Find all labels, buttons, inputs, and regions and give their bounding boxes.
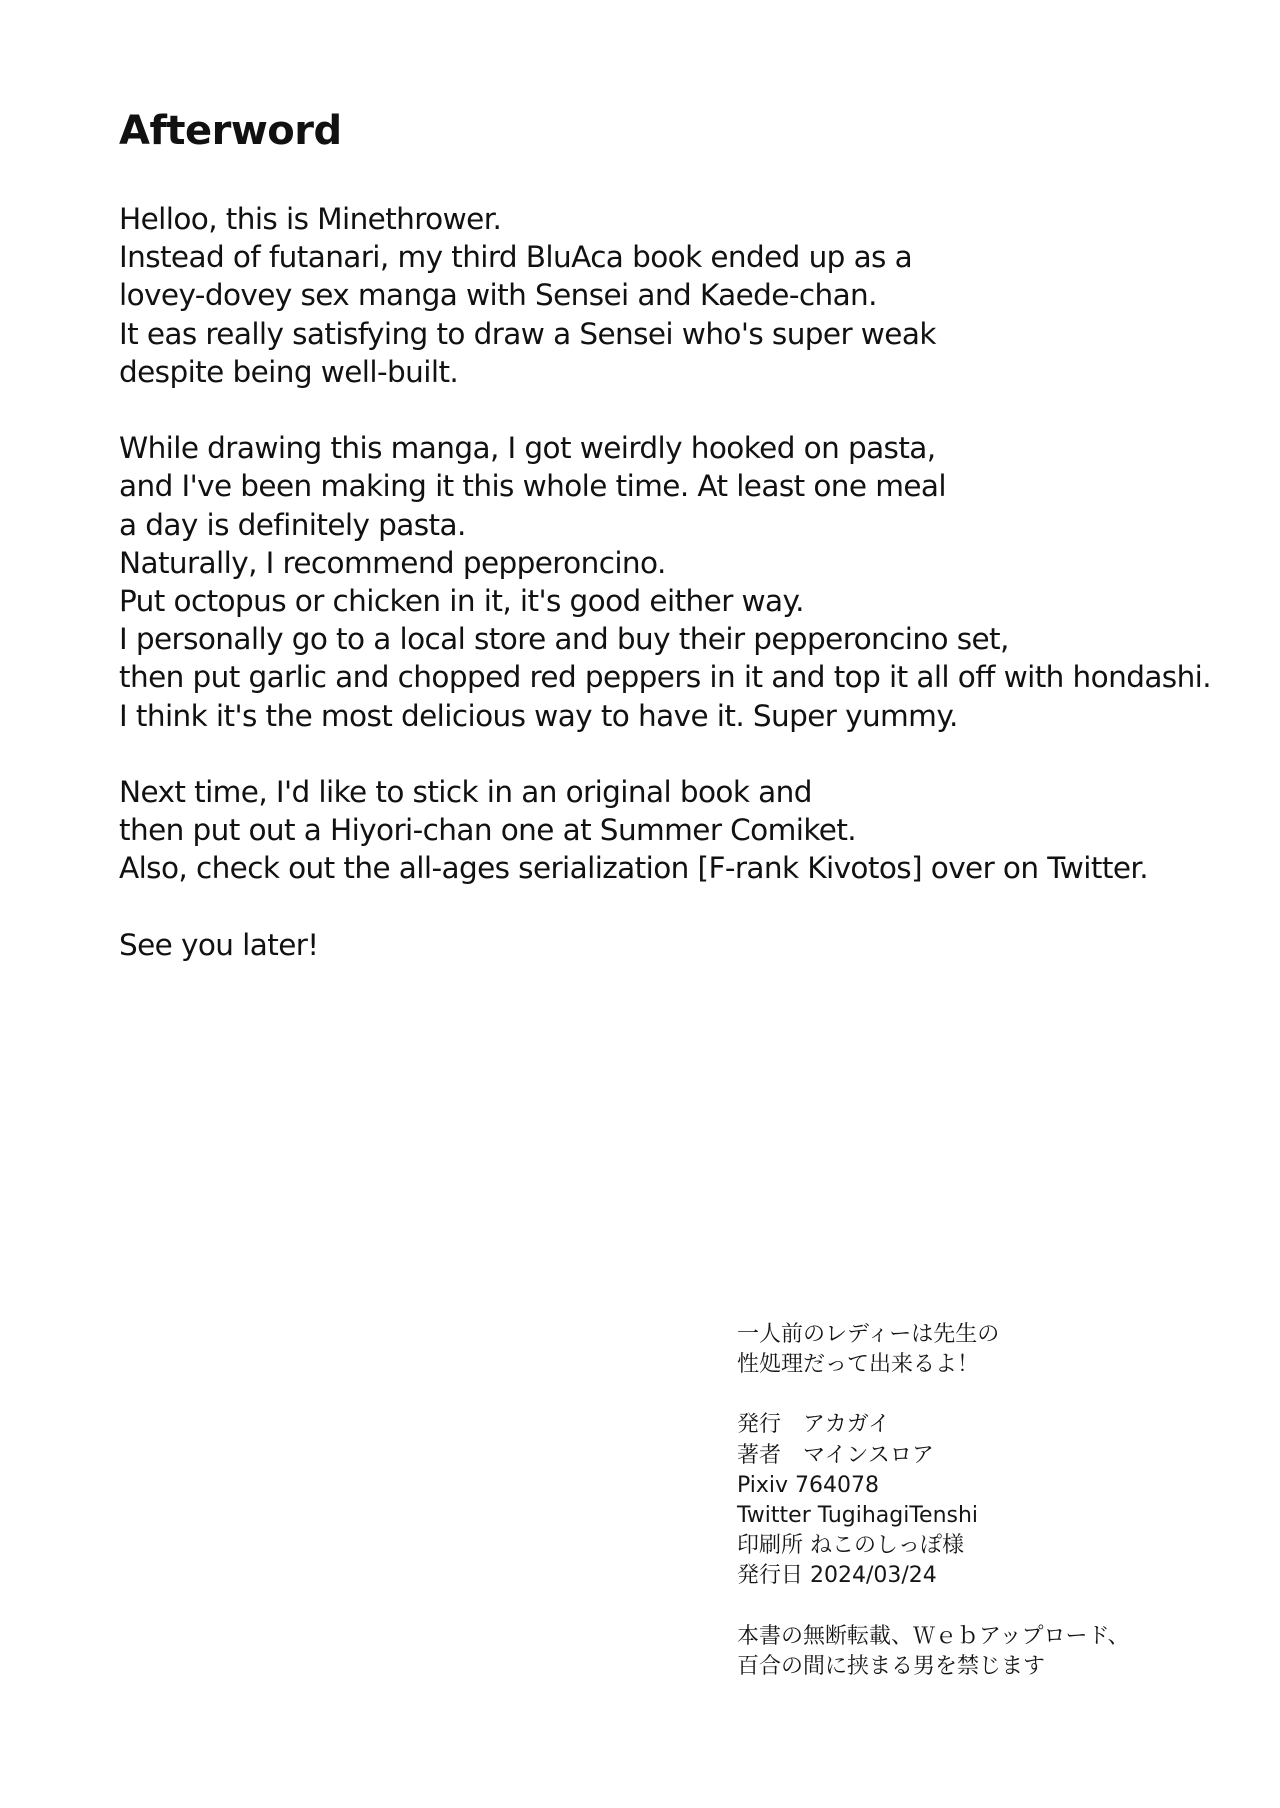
colophon-line: 性処理だって出来るよ！: [737, 1352, 980, 1378]
colophon-line: 本書の無断転載、Ｗｅｂアップロード、: [737, 1623, 1130, 1649]
text-line: I personally go to a local store and buy their pepperoncino set,: [119, 622, 1009, 657]
afterword-body: [119, 200, 1249, 1002]
text-line: Also, check out the all-ages serialization [F-rank Kivotos] over on Twitter.: [119, 851, 1148, 886]
text-line: See you later!: [119, 927, 319, 962]
text-line: It eas really satisfying to draw a Sensei who's super weak: [119, 316, 936, 351]
page-title: Afterword: [119, 108, 342, 154]
text-line: Put octopus or chicken in it, it's good either way.: [119, 584, 804, 619]
paragraph-greeting: [119, 200, 1249, 391]
colophon-notice: [737, 1622, 1217, 1682]
colophon-line: 印刷所 ねこのしっぽ様: [737, 1533, 964, 1559]
text-line: I think it's the most delicious way to have it. Super yummy.: [119, 698, 958, 733]
text-line: a day is definitely pasta.: [119, 507, 466, 542]
colophon-line: 発行日 2024/03/24: [737, 1563, 937, 1589]
text-line: Instead of futanari, my third BluAca book ended up as a: [119, 240, 913, 275]
colophon-line: 発行 アカガイ: [737, 1412, 891, 1438]
colophon-credits: [737, 1410, 1217, 1591]
text-line: despite being well-built.: [119, 354, 459, 389]
colophon-book-title: [737, 1320, 1217, 1380]
text-line: While drawing this manga, I got weirdly hooked on pasta,: [119, 431, 936, 466]
colophon-line: 一人前のレディーは先生の: [737, 1322, 1000, 1347]
text-line: Helloo, this is Minethrower.: [119, 202, 502, 236]
text-line: Next time, I'd like to stick in an original book and: [119, 775, 812, 810]
paragraph-next-time: [119, 773, 1249, 888]
paragraph-closing: [119, 926, 1249, 964]
paragraph-pasta: [119, 429, 1249, 735]
colophon-line: Twitter TugihagiTenshi: [737, 1503, 979, 1529]
text-line: lovey-dovey sex manga with Sensei and Kaede-chan.: [119, 278, 877, 313]
text-line: and I've been making it this whole time. At least one meal: [119, 469, 946, 504]
colophon-line: Pixiv 764078: [737, 1472, 880, 1498]
text-line: then put out a Hiyori-chan one at Summer Comiket.: [119, 813, 857, 848]
text-line: then put garlic and chopped red peppers in it and top it all off with hondashi.: [119, 660, 1212, 695]
colophon: [737, 1320, 1217, 1712]
text-line: Naturally, I recommend pepperoncino.: [119, 545, 666, 580]
colophon-line: 著者 マインスロア: [737, 1442, 934, 1468]
colophon-line: 百合の間に挟まる男を禁じます: [737, 1653, 1046, 1679]
